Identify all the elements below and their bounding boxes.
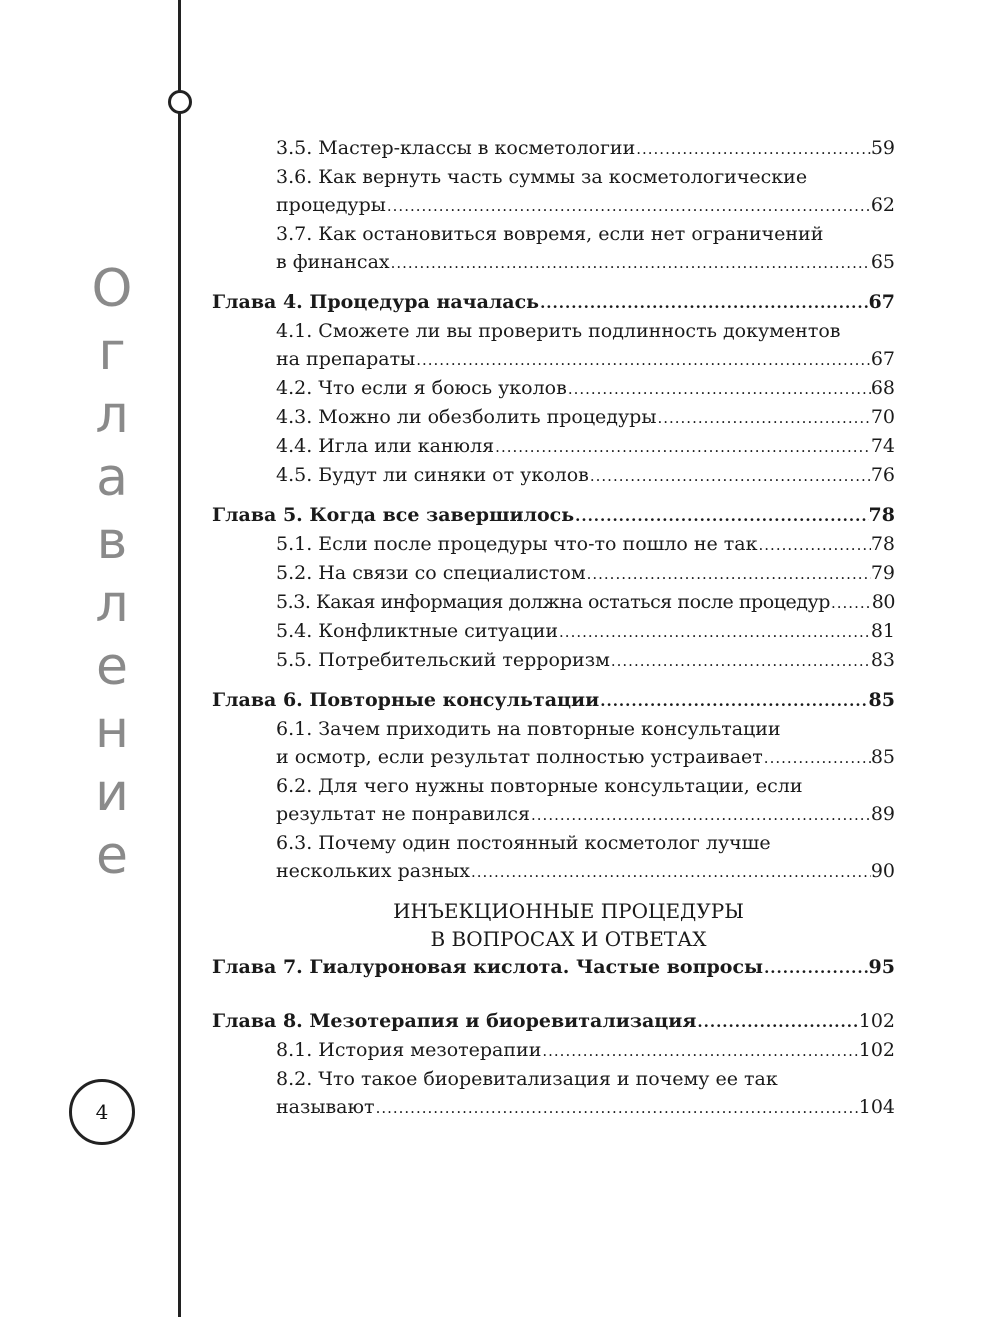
toc-entry-4-2[interactable] bbox=[212, 374, 895, 403]
toc-entry-page: 80 bbox=[871, 591, 895, 613]
toc-entry-4-3[interactable] bbox=[212, 403, 895, 432]
toc-entry-6-1[interactable] bbox=[212, 743, 895, 772]
toc-chapter-title: Глава 4. Процедура началась bbox=[212, 291, 540, 313]
toc-entry-page: 85 bbox=[868, 689, 895, 711]
title-letter: О bbox=[91, 259, 133, 319]
toc-leader-dots bbox=[386, 192, 871, 220]
toc-entry-6-3[interactable] bbox=[212, 857, 895, 886]
toc-chapter-7[interactable] bbox=[212, 953, 895, 982]
page-number: 4 bbox=[69, 1079, 135, 1145]
toc-entry-title: 5.3. Какая информация должна остаться после процедур bbox=[276, 591, 830, 613]
toc-entry-title: 4.3. Можно ли обезболить процедуры bbox=[276, 406, 657, 428]
title-letter: е bbox=[96, 826, 128, 886]
toc-entry-title: 5.1. Если после процедуры что-то пошло не так bbox=[276, 533, 758, 555]
toc-entry-page: 104 bbox=[858, 1096, 895, 1118]
toc-entry-page: 89 bbox=[870, 803, 895, 825]
toc-entry-4-1-line1: 4.1. Сможете ли вы проверить подлинность документов bbox=[276, 320, 841, 342]
rule-circle-ornament bbox=[168, 90, 192, 114]
toc-entry-title: результат не понравился bbox=[276, 803, 531, 825]
toc-entry-5-1[interactable] bbox=[212, 530, 895, 559]
toc-entry-title: 5.2. На связи со специалистом bbox=[276, 562, 586, 584]
toc-entry-4-4[interactable] bbox=[212, 432, 895, 461]
toc-entry-page: 62 bbox=[870, 194, 895, 216]
toc-entry-5-2[interactable] bbox=[212, 559, 895, 588]
toc-entry-6-1-line1: 6.1. Зачем приходить на повторные консультации bbox=[276, 718, 781, 740]
toc-chapter-title: Глава 7. Гиалуроновая кислота. Частые вопросы bbox=[212, 956, 764, 978]
toc-entry-3-5[interactable] bbox=[212, 134, 895, 163]
toc-chapter-6[interactable] bbox=[212, 686, 895, 715]
toc-entry-page: 81 bbox=[870, 620, 895, 642]
toc-leader-dots bbox=[470, 858, 871, 886]
toc-entry-title: нескольких разных bbox=[276, 860, 470, 882]
toc-leader-dots bbox=[415, 346, 871, 374]
toc-entry-5-4[interactable] bbox=[212, 617, 895, 646]
toc-entry-title: 3.5. Мастер-классы в косметологии bbox=[276, 137, 636, 159]
toc-entry-page: 67 bbox=[868, 291, 895, 313]
toc-chapter-title: Глава 5. Когда все завершилось bbox=[212, 504, 575, 526]
toc-leader-dots bbox=[696, 1008, 858, 1036]
toc-leader-dots bbox=[574, 502, 868, 530]
toc-entry-page: 70 bbox=[870, 406, 895, 428]
toc-entry-4-1[interactable] bbox=[212, 345, 895, 374]
toc-leader-dots bbox=[610, 647, 871, 675]
toc-leader-dots bbox=[830, 589, 872, 617]
toc-entry-4-5[interactable] bbox=[212, 461, 895, 490]
toc-entry-page: 90 bbox=[870, 860, 895, 882]
toc-entry-page: 76 bbox=[870, 464, 895, 486]
toc-entry-page: 79 bbox=[870, 562, 895, 584]
vertical-rule bbox=[178, 0, 181, 1317]
toc-chapter-4[interactable] bbox=[212, 288, 895, 317]
toc-entry-title: 5.5. Потребительский терроризм bbox=[276, 649, 610, 671]
toc-entry-title: и осмотр, если результат полностью устраивает bbox=[276, 746, 763, 768]
title-letter: н bbox=[95, 700, 129, 760]
toc-entry-page: 67 bbox=[870, 348, 895, 370]
toc-leader-dots bbox=[567, 375, 871, 403]
toc-entry-page: 95 bbox=[868, 956, 895, 978]
toc-entry-title: 4.2. Что если я боюсь уколов bbox=[276, 377, 567, 399]
title-letter: г bbox=[98, 322, 126, 382]
toc-entry-8-1[interactable] bbox=[212, 1036, 895, 1065]
toc-entry-6-2-line1: 6.2. Для чего нужны повторные консультации, если bbox=[276, 775, 803, 797]
toc-chapter-title: Глава 6. Повторные консультации bbox=[212, 689, 600, 711]
toc-entry-page: 59 bbox=[870, 137, 895, 159]
toc-leader-dots bbox=[530, 801, 871, 829]
toc-entry-title: на препараты bbox=[276, 348, 416, 370]
toc-leader-dots bbox=[586, 560, 871, 588]
table-of-contents bbox=[212, 134, 895, 1122]
title-letter: а bbox=[96, 448, 128, 508]
toc-leader-dots bbox=[541, 1037, 858, 1065]
toc-entry-page: 68 bbox=[870, 377, 895, 399]
toc-leader-dots bbox=[758, 531, 871, 559]
toc-entry-3-6-line1: 3.6. Как вернуть часть суммы за косметологические bbox=[276, 166, 808, 188]
toc-entry-6-2[interactable] bbox=[212, 800, 895, 829]
toc-entry-title: 4.4. Игла или канюля bbox=[276, 435, 495, 457]
toc-entry-5-3[interactable] bbox=[212, 588, 895, 617]
toc-chapter-8[interactable] bbox=[212, 1007, 895, 1036]
toc-leader-dots bbox=[539, 289, 868, 317]
toc-entry-page: 102 bbox=[858, 1039, 895, 1061]
toc-entry-page: 85 bbox=[870, 746, 895, 768]
title-letter: е bbox=[96, 637, 128, 697]
toc-entry-5-5[interactable] bbox=[212, 646, 895, 675]
title-letter: л bbox=[95, 385, 129, 445]
toc-entry-8-2-line1: 8.2. Что такое биоревитализация и почему ее так bbox=[276, 1068, 778, 1090]
toc-entry-page: 78 bbox=[868, 504, 895, 526]
toc-entry-6-3-line1: 6.3. Почему один постоянный косметолог лучше bbox=[276, 832, 771, 854]
section-heading-line2: В ВОПРОСАХ И ОТВЕТАХ bbox=[430, 927, 707, 951]
toc-entry-title: процедуры bbox=[276, 194, 386, 216]
toc-chapter-title: Глава 8. Мезотерапия и биоревитализация bbox=[212, 1010, 697, 1032]
toc-leader-dots bbox=[763, 744, 871, 772]
toc-leader-dots bbox=[599, 687, 868, 715]
toc-entry-page: 74 bbox=[870, 435, 895, 457]
section-heading-line1: ИНЪЕКЦИОННЫЕ ПРОЦЕДУРЫ bbox=[393, 899, 744, 923]
toc-entry-page: 102 bbox=[858, 1010, 895, 1032]
title-letter: в bbox=[96, 511, 128, 571]
toc-entry-title: 5.4. Конфликтные ситуации bbox=[276, 620, 559, 642]
title-letter: л bbox=[95, 574, 129, 634]
toc-leader-dots bbox=[558, 618, 871, 646]
toc-leader-dots bbox=[494, 433, 871, 461]
toc-entry-title: 8.1. История мезотерапии bbox=[276, 1039, 542, 1061]
toc-entry-title: 4.5. Будут ли синяки от уколов bbox=[276, 464, 589, 486]
toc-entry-8-2[interactable] bbox=[212, 1093, 895, 1122]
toc-leader-dots bbox=[390, 249, 871, 277]
toc-leader-dots bbox=[375, 1094, 859, 1122]
toc-leader-dots bbox=[589, 462, 871, 490]
toc-entry-3-7[interactable] bbox=[212, 248, 895, 277]
title-letter: и bbox=[95, 763, 129, 823]
toc-entry-page: 65 bbox=[870, 251, 895, 273]
toc-leader-dots bbox=[635, 135, 871, 163]
toc-chapter-5[interactable] bbox=[212, 501, 895, 530]
toc-entry-title: называют bbox=[276, 1096, 375, 1118]
toc-entry-title: в финансах bbox=[276, 251, 390, 273]
toc-entry-page: 78 bbox=[870, 533, 895, 555]
toc-entry-page: 83 bbox=[870, 649, 895, 671]
vertical-title-contents bbox=[72, 258, 152, 888]
toc-leader-dots bbox=[763, 954, 868, 982]
toc-entry-3-6[interactable] bbox=[212, 191, 895, 220]
toc-entry-3-7-line1: 3.7. Как остановиться вовремя, если нет ограничений bbox=[276, 223, 824, 245]
toc-leader-dots bbox=[656, 404, 870, 432]
